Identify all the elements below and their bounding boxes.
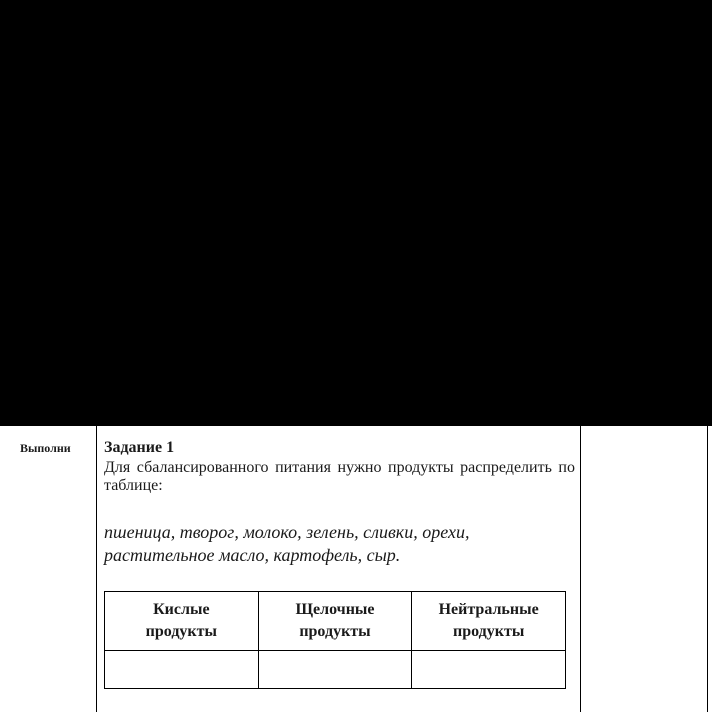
task-title: Задание 1	[104, 439, 175, 456]
header-label-line: Кислые	[153, 601, 210, 618]
products-list-line-1: пшеница, творог, молоко, зелень, сливки, орехи,	[104, 522, 470, 542]
header-label-line: продукты	[145, 623, 217, 640]
header-acidic-products	[105, 592, 259, 651]
header-label-line: продукты	[452, 623, 525, 640]
table-cell-alkaline[interactable]	[258, 651, 412, 689]
header-label-line: продукты	[299, 623, 371, 640]
column-divider-3	[707, 426, 708, 712]
header-alkaline-products	[258, 592, 412, 651]
column-divider-1	[96, 426, 97, 712]
header-neutral-products	[412, 592, 566, 651]
header-label-line: Щелочные	[295, 601, 375, 618]
column-divider-2	[580, 426, 581, 712]
header-label-line: Нейтральные	[438, 601, 539, 618]
table-cell-acidic[interactable]	[105, 651, 259, 689]
task-content	[104, 439, 575, 567]
food-classification-table	[104, 591, 566, 689]
document-table-section	[0, 426, 712, 712]
table-row	[105, 651, 566, 689]
table-header-row	[105, 592, 566, 651]
products-list-line-2: растительное масло, картофель, сыр.	[104, 545, 401, 565]
task-instruction: Для сбалансированного питания нужно продукты распределить по таблице:	[104, 459, 575, 494]
left-column-label: Выполни	[20, 441, 71, 455]
table-cell-neutral[interactable]	[412, 651, 566, 689]
